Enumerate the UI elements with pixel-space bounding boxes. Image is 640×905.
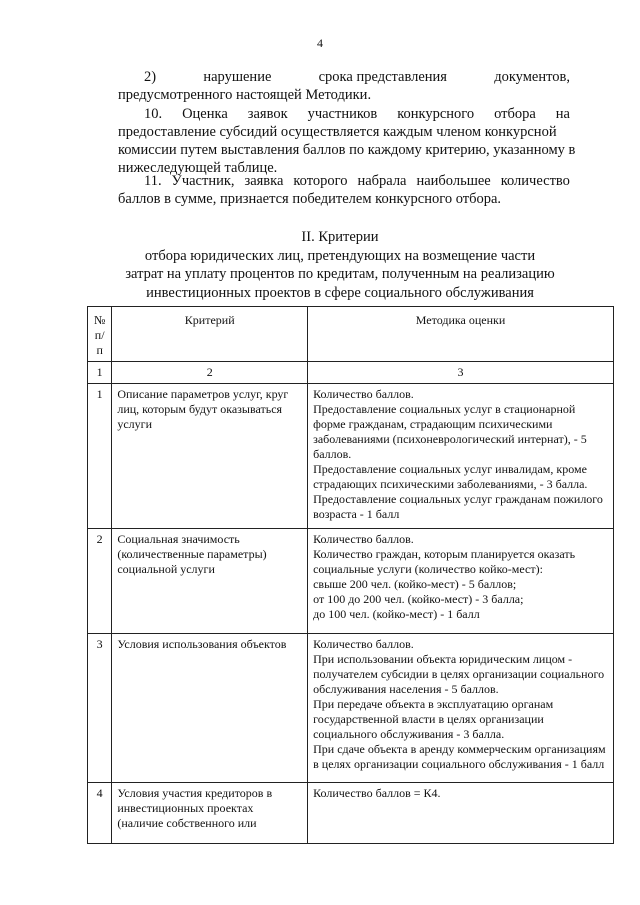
method-line: Количество баллов. bbox=[313, 387, 414, 401]
text-fragment: заявка bbox=[244, 173, 284, 189]
text-fragment: заявок bbox=[247, 106, 288, 122]
paragraph-10-line-4: нижеследующей таблице. bbox=[118, 160, 278, 176]
paragraph-11-line-1 bbox=[118, 172, 570, 190]
text-fragment: конкурсного bbox=[397, 106, 475, 122]
text-fragment: 2) bbox=[144, 69, 157, 85]
method-cell bbox=[308, 634, 614, 783]
method-line: свыше 200 чел. (койко-мест) - 5 баллов; bbox=[313, 577, 517, 591]
section-subtitle-line-1: отбора юридических лиц, претендующих на возмещение части bbox=[144, 247, 536, 264]
text-fragment: 11. bbox=[144, 173, 162, 189]
text-fragment: документов, bbox=[494, 69, 570, 85]
row-number: 3 bbox=[88, 634, 112, 783]
row-number: 2 bbox=[88, 529, 112, 634]
paragraph-10 bbox=[118, 105, 576, 177]
text-fragment: срока представления bbox=[318, 69, 447, 85]
method-line: до 100 чел. (койко-мест) - 1 балл bbox=[313, 607, 480, 621]
table-row bbox=[88, 634, 614, 783]
method-line: Количество баллов. bbox=[313, 532, 414, 546]
method-cell bbox=[308, 783, 614, 844]
criterion-cell: Условия использования объектов bbox=[112, 634, 308, 783]
method-line: Количество баллов. bbox=[313, 637, 414, 651]
paragraph-10-line-2: предоставление субсидий осуществляется каждым членом конкурсной bbox=[118, 124, 557, 140]
text-fragment: 10. bbox=[144, 106, 163, 122]
text-fragment: на bbox=[555, 106, 570, 122]
index-cell: 2 bbox=[112, 362, 308, 384]
method-line: При сдаче объекта в аренду коммерческим организациям в целях организации социального обслуживания - 1 балл bbox=[313, 742, 606, 771]
paragraph-10-line-3: комиссии путем выставления баллов по каждому критерию, указанному в bbox=[118, 142, 576, 158]
index-cell: 1 bbox=[88, 362, 112, 384]
header-criterion: Критерий bbox=[112, 307, 308, 362]
section-title: II. Критерии bbox=[301, 229, 379, 245]
text-fragment: которого bbox=[293, 173, 348, 189]
criteria-table bbox=[87, 306, 614, 844]
page-number: 4 bbox=[317, 36, 323, 50]
method-line: При передаче объекта в эксплуатацию органам государственной власти в целях организации социального обслуживания - 3 балла. bbox=[313, 697, 554, 741]
text-fragment: участников bbox=[307, 106, 378, 122]
text-fragment: Оценка bbox=[182, 106, 228, 122]
header-method: Методика оценки bbox=[308, 307, 614, 362]
method-line: При использовании объекта юридическим лицом - получателем субсидии в целях организации социального обслуживания населения - 5 баллов. bbox=[313, 652, 605, 696]
paragraph-11-line-2: баллов в сумме, признается победителем конкурсного отбора. bbox=[118, 191, 502, 207]
table-row bbox=[88, 783, 614, 844]
method-line: Предоставление социальных услуг гражданам пожилого возраста - 1 балл bbox=[313, 492, 603, 521]
method-line: Количество баллов = К4. bbox=[313, 786, 441, 800]
row-number: 4 bbox=[88, 783, 112, 844]
section-subtitle-line-3: инвестиционных проектов в сфере социального обслуживания bbox=[146, 284, 534, 301]
text-fragment: нарушение bbox=[203, 69, 272, 85]
criterion-cell: Условия участия кредиторов в инвестиционных проектах (наличие собственного или bbox=[112, 783, 308, 844]
table-header-row bbox=[88, 307, 614, 362]
text-fragment: набрала bbox=[357, 173, 407, 189]
table-row bbox=[88, 529, 614, 634]
table-index-row bbox=[88, 362, 614, 384]
header-number: № п/п bbox=[88, 307, 112, 362]
paragraph-item-2 bbox=[118, 68, 570, 104]
paragraph-item-2-line-1 bbox=[118, 68, 570, 86]
method-line: Предоставление социальных услуг в стационарной форме гражданам, страдающим психическими заболеваниями (психоневрологический интернат), - 5 баллов. bbox=[313, 402, 587, 461]
method-cell bbox=[308, 384, 614, 529]
section-subtitle-line-2: затрат на уплату процентов по кредитам, полученным на реализацию bbox=[125, 266, 555, 282]
section-heading bbox=[90, 228, 590, 302]
index-cell: 3 bbox=[308, 362, 614, 384]
row-number: 1 bbox=[88, 384, 112, 529]
method-line: от 100 до 200 чел. (койко-мест) - 3 балла; bbox=[313, 592, 524, 606]
paragraph-11 bbox=[118, 172, 570, 208]
method-line: Предоставление социальных услуг инвалидам, кроме страдающих психическими заболеваниями, - 3 балла. bbox=[313, 462, 588, 491]
method-cell bbox=[308, 529, 614, 634]
criterion-cell: Социальная значимость (количественные параметры) социальной услуги bbox=[112, 529, 308, 634]
text-fragment: Участник, bbox=[171, 173, 235, 189]
criterion-cell: Описание параметров услуг, круг лиц, которым будут оказываться услуги bbox=[112, 384, 308, 529]
method-line: Количество граждан, которым планируется оказать социальные услуги (количество койко-мест): bbox=[313, 547, 576, 576]
table-row bbox=[88, 384, 614, 529]
text-fragment: наибольшее bbox=[416, 173, 491, 189]
text-fragment: отбора bbox=[494, 106, 536, 122]
text-fragment: количество bbox=[500, 173, 570, 189]
paragraph-item-2-line-2: предусмотренного настоящей Методики. bbox=[118, 87, 372, 103]
paragraph-10-line-1 bbox=[118, 105, 570, 123]
